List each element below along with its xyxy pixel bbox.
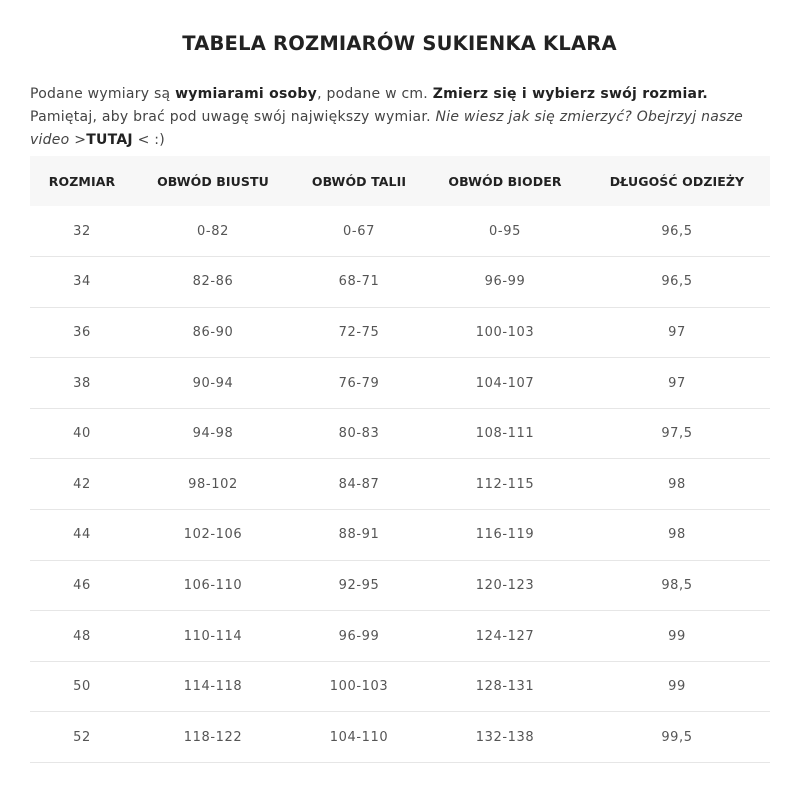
intro-text-1: Podane wymiary są bbox=[30, 86, 176, 102]
table-row bbox=[30, 307, 770, 358]
cell-hips: 128-131 bbox=[426, 661, 584, 712]
table-row bbox=[30, 257, 770, 308]
cell-length: 98 bbox=[584, 459, 770, 510]
cell-size: 42 bbox=[30, 459, 134, 510]
cell-bust: 82-86 bbox=[134, 257, 292, 308]
cell-bust: 102-106 bbox=[134, 510, 292, 561]
table-row bbox=[30, 560, 770, 611]
cell-length: 99,5 bbox=[584, 712, 770, 763]
cell-size: 50 bbox=[30, 661, 134, 712]
header-length: DŁUGOŚĆ ODZIEŻY bbox=[609, 173, 745, 189]
cell-hips: 116-119 bbox=[426, 510, 584, 561]
table-row bbox=[30, 510, 770, 561]
size-table-header bbox=[30, 156, 770, 206]
intro-text-4: > bbox=[69, 132, 87, 148]
cell-size: 38 bbox=[30, 358, 134, 409]
cell-bust: 86-90 bbox=[134, 307, 292, 358]
cell-bust: 0-82 bbox=[134, 206, 292, 257]
intro-bold-person-measurements: wymiarami osoby bbox=[175, 86, 318, 102]
cell-hips: 120-123 bbox=[426, 560, 584, 611]
cell-size: 34 bbox=[30, 257, 134, 308]
header-hips: OBWÓD BIODER bbox=[448, 173, 562, 189]
intro-text-5: < :) bbox=[132, 132, 165, 148]
cell-bust: 114-118 bbox=[134, 661, 292, 712]
cell-hips: 124-127 bbox=[426, 611, 584, 662]
cell-waist: 0-67 bbox=[292, 206, 426, 257]
page-title: TABELA ROZMIARÓW SUKIENKA KLARA bbox=[182, 32, 617, 55]
cell-bust: 110-114 bbox=[134, 611, 292, 662]
cell-hips: 108-111 bbox=[426, 408, 584, 459]
cell-size: 48 bbox=[30, 611, 134, 662]
cell-length: 99 bbox=[584, 611, 770, 662]
cell-waist: 72-75 bbox=[292, 307, 426, 358]
table-row bbox=[30, 661, 770, 712]
cell-bust: 98-102 bbox=[134, 459, 292, 510]
cell-length: 97,5 bbox=[584, 408, 770, 459]
table-row bbox=[30, 712, 770, 763]
cell-length: 97 bbox=[584, 358, 770, 409]
cell-length: 98 bbox=[584, 510, 770, 561]
cell-size: 52 bbox=[30, 712, 134, 763]
cell-waist: 84-87 bbox=[292, 459, 426, 510]
header-row bbox=[30, 156, 770, 206]
cell-length: 96,5 bbox=[584, 206, 770, 257]
header-size: ROZMIAR bbox=[48, 173, 116, 189]
cell-hips: 0-95 bbox=[426, 206, 584, 257]
cell-waist: 100-103 bbox=[292, 661, 426, 712]
intro-paragraph bbox=[30, 83, 770, 152]
cell-waist: 76-79 bbox=[292, 358, 426, 409]
intro-bold-measure-yourself: Zmierz się i wybierz swój rozmiar. bbox=[432, 86, 708, 102]
size-table bbox=[30, 156, 770, 763]
cell-size: 46 bbox=[30, 560, 134, 611]
cell-hips: 104-107 bbox=[426, 358, 584, 409]
intro-text-3: Pamiętaj, aby brać pod uwagę swój największy wymiar. bbox=[30, 109, 436, 125]
cell-size: 32 bbox=[30, 206, 134, 257]
table-row bbox=[30, 408, 770, 459]
cell-length: 99 bbox=[584, 661, 770, 712]
cell-waist: 88-91 bbox=[292, 510, 426, 561]
cell-bust: 90-94 bbox=[134, 358, 292, 409]
cell-size: 40 bbox=[30, 408, 134, 459]
cell-hips: 100-103 bbox=[426, 307, 584, 358]
cell-waist: 96-99 bbox=[292, 611, 426, 662]
table-row bbox=[30, 611, 770, 662]
cell-waist: 104-110 bbox=[292, 712, 426, 763]
cell-length: 96,5 bbox=[584, 257, 770, 308]
cell-waist: 92-95 bbox=[292, 560, 426, 611]
cell-length: 97 bbox=[584, 307, 770, 358]
video-link[interactable]: TUTAJ bbox=[86, 132, 133, 148]
cell-size: 44 bbox=[30, 510, 134, 561]
cell-waist: 80-83 bbox=[292, 408, 426, 459]
intro-text-2: , podane w cm. bbox=[317, 86, 433, 102]
header-waist: OBWÓD TALII bbox=[311, 173, 407, 189]
header-bust: OBWÓD BIUSTU bbox=[157, 173, 269, 189]
size-table-body bbox=[30, 206, 770, 763]
cell-length: 98,5 bbox=[584, 560, 770, 611]
cell-waist: 68-71 bbox=[292, 257, 426, 308]
table-row bbox=[30, 206, 770, 257]
table-row bbox=[30, 358, 770, 409]
table-row bbox=[30, 459, 770, 510]
cell-bust: 118-122 bbox=[134, 712, 292, 763]
cell-hips: 112-115 bbox=[426, 459, 584, 510]
cell-hips: 132-138 bbox=[426, 712, 584, 763]
cell-hips: 96-99 bbox=[426, 257, 584, 308]
cell-size: 36 bbox=[30, 307, 134, 358]
cell-bust: 94-98 bbox=[134, 408, 292, 459]
cell-bust: 106-110 bbox=[134, 560, 292, 611]
intro-italic-video-prompt: Nie wiesz jak się zmierzyć? Obejrzyj nasze video bbox=[30, 109, 744, 148]
